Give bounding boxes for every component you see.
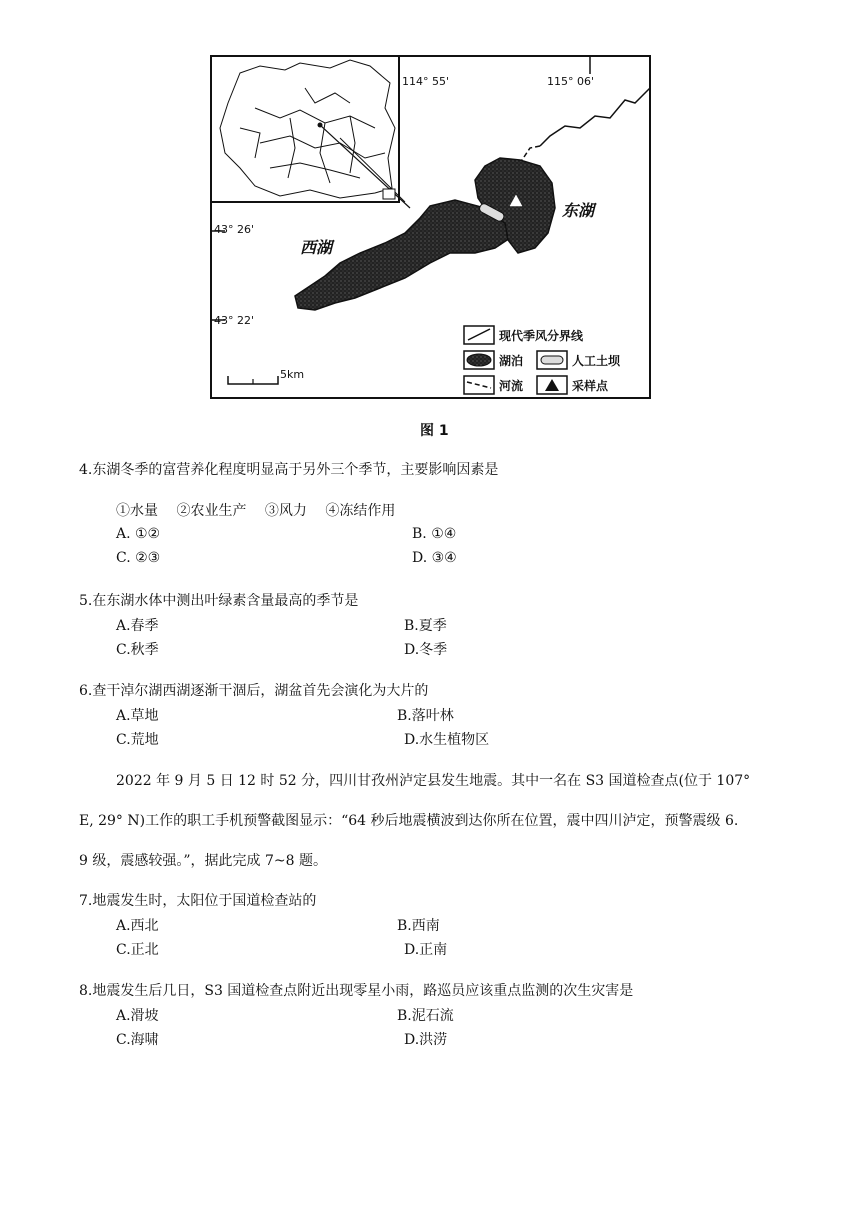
question-5-stem: 5.在东湖水体中测出叶绿素含量最高的季节是 — [79, 593, 359, 609]
lat-label-2: 43° 22' — [214, 314, 255, 327]
question-6-option-d[interactable]: D.水生植物区 — [404, 732, 490, 748]
scale-label: 5km — [280, 368, 305, 381]
map-legend — [464, 326, 621, 394]
question-8-option-b[interactable]: B.泥石流 — [397, 1008, 454, 1024]
question-6-option-c[interactable]: C.荒地 — [116, 732, 159, 748]
east-lake-label: 东湖 — [562, 201, 595, 220]
passage-line-2: E, 29° N)工作的职工手机预警截图显示：“64 秒后地震横波到达你所在位置，震中四川泸定，预警震级 6. — [79, 813, 739, 829]
question-5-option-c[interactable]: C.秋季 — [116, 642, 159, 658]
question-8-option-c[interactable]: C.海啸 — [116, 1032, 159, 1048]
lon-label-1: 114° 55' — [402, 75, 450, 88]
passage-line-3: 9 级，震感较强。”，据此完成 7~8 题。 — [79, 853, 327, 869]
question-6-stem: 6.查干淖尔湖西湖逐渐干涸后，湖盆首先会演化为大片的 — [79, 683, 429, 699]
question-4-factors: ①水量 ②农业生产 ③风力 ④冻结作用 — [116, 503, 396, 519]
legend-monsoon-line: 现代季风分界线 — [499, 329, 584, 343]
legend-river: 河流 — [499, 379, 524, 393]
question-8-stem: 8.地震发生后几日，S3 国道检查点附近出现零星小雨，路巡员应该重点监测的次生灾害是 — [79, 983, 634, 999]
monsoon-boundary-line — [540, 88, 650, 146]
lat-label-1: 43° 26' — [214, 223, 255, 236]
question-4-option-d[interactable]: D. ③④ — [412, 550, 457, 566]
lon-label-2: 115° 06' — [547, 75, 595, 88]
question-7-stem: 7.地震发生时，太阳位于国道检查站的 — [79, 893, 317, 909]
question-4-option-b[interactable]: B. ①④ — [412, 526, 457, 542]
question-7-option-c[interactable]: C.正北 — [116, 942, 159, 958]
question-5-option-d[interactable]: D.冬季 — [404, 642, 448, 658]
question-4-option-a[interactable]: A. ①② — [116, 526, 161, 542]
question-7-option-d[interactable]: D.正南 — [404, 942, 448, 958]
question-8-option-a[interactable]: A.滑坡 — [116, 1008, 159, 1024]
question-8-option-d[interactable]: D.洪涝 — [404, 1032, 448, 1048]
west-lake-label: 西湖 — [300, 238, 333, 257]
figure-1-map — [200, 48, 660, 408]
passage-line-1: 2022 年 9 月 5 日 12 时 52 分，四川甘孜州泸定县发生地震。其中一名在 S3 国道检查点(位于 107° — [116, 773, 751, 789]
question-4-stem: 4.东湖冬季的富营养化程度明显高于另外三个季节，主要影响因素是 — [79, 462, 499, 478]
question-4-option-c[interactable]: C. ②③ — [116, 550, 161, 566]
question-6-option-b[interactable]: B.落叶林 — [397, 708, 454, 724]
legend-sample-point: 采样点 — [572, 379, 609, 393]
question-5-option-b[interactable]: B.夏季 — [404, 618, 447, 634]
question-6-option-a[interactable]: A.草地 — [116, 708, 159, 724]
inset-map-frame — [211, 56, 399, 202]
legend-dam: 人工土坝 — [572, 354, 621, 368]
question-7-option-a[interactable]: A.西北 — [116, 918, 159, 934]
question-7-option-b[interactable]: B.西南 — [397, 918, 440, 934]
figure-caption: 图 1 — [420, 423, 449, 439]
legend-lake: 湖泊 — [499, 354, 524, 368]
question-5-option-a[interactable]: A.春季 — [116, 618, 159, 634]
